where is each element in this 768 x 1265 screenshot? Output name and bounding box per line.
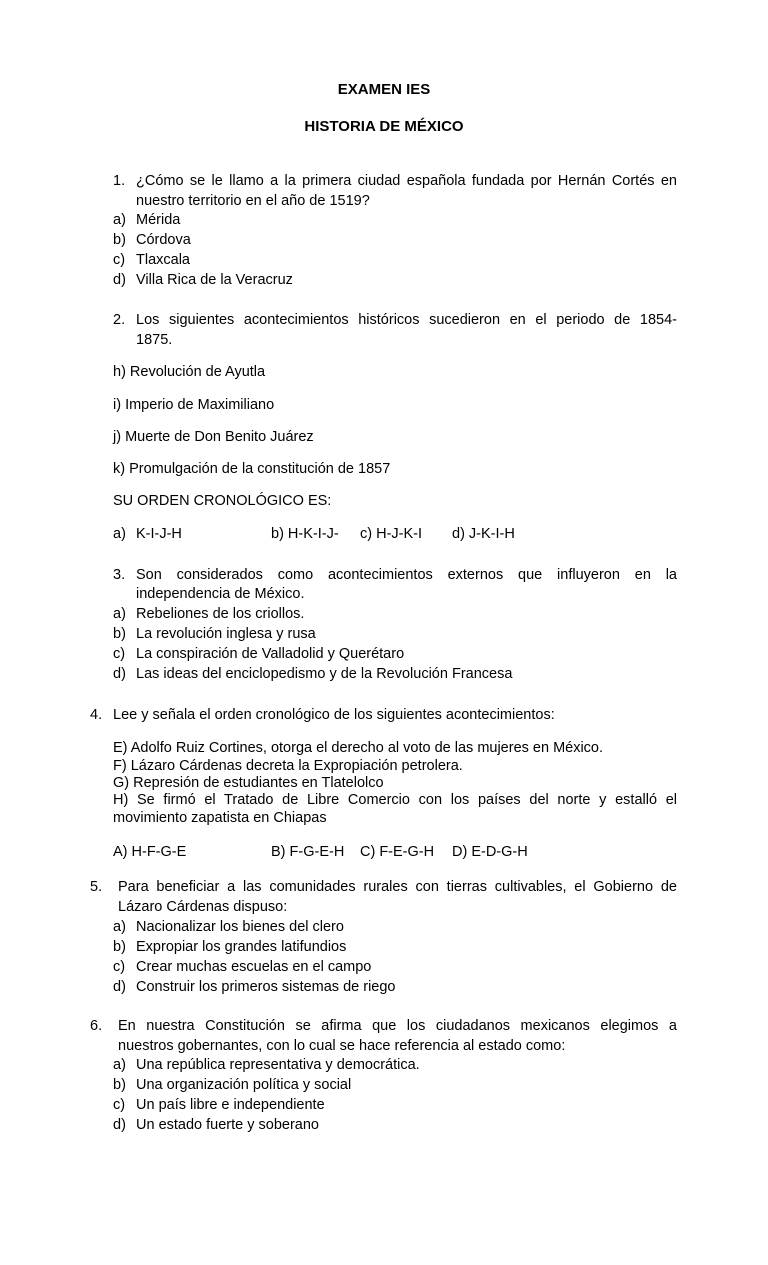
option-text: Villa Rica de la Veracruz (136, 272, 293, 288)
answer-option-a: A) H-F-G-E (113, 844, 187, 860)
exam-subtitle: HISTORIA DE MÉXICO (304, 118, 464, 135)
option-letter: b) (113, 939, 126, 955)
option-text: La revolución inglesa y rusa (136, 626, 316, 642)
question-text: Lee y señala el orden cronológico de los siguientes acontecimientos: (113, 707, 555, 723)
option-text: Mérida (136, 212, 181, 228)
answer-option-c: c) H-J-K-I (360, 526, 423, 542)
option-letter: d) (113, 979, 126, 995)
question-text: Para beneficiar a las comunidades rurales con tierras cultivables, el Gobierno de (118, 879, 677, 895)
option-letter: a) (113, 606, 126, 622)
question-number: 5. (90, 879, 103, 895)
option-letter: a) (113, 212, 126, 228)
question-text: nuestros gobernantes, con lo cual se hace referencia al estado como: (118, 1038, 566, 1054)
question-text: En nuestra Constitución se afirma que los ciudadanos mexicanos elegimos a (118, 1018, 677, 1034)
question-text: ¿Cómo se le llamo a la primera ciudad española fundada por Hernán Cortés en (136, 173, 677, 189)
question-number: 1. (113, 173, 126, 189)
event-item: F) Lázaro Cárdenas decreta la Expropiación petrolera. (113, 758, 463, 774)
option-letter: a) (113, 919, 126, 935)
question-text: Lázaro Cárdenas dispuso: (118, 899, 288, 915)
option-text: Nacionalizar los bienes del clero (136, 919, 344, 935)
option-text: Tlaxcala (136, 252, 190, 268)
option-letter: d) (113, 666, 126, 682)
question-text: Son considerados como acontecimientos externos que influyeron en la (136, 567, 677, 583)
option-letter: d) (113, 1117, 126, 1133)
option-text: Un país libre e independiente (136, 1097, 325, 1113)
event-item: H) Se firmó el Tratado de Libre Comercio con los países del norte y estalló el (113, 792, 677, 808)
answer-option-a: K-I-J-H (136, 526, 182, 542)
exam-title: EXAMEN IES (337, 81, 431, 98)
question-number: 6. (90, 1018, 103, 1034)
event-item: k) Promulgación de la constitución de 1857 (113, 461, 391, 477)
option-letter: a) (113, 1057, 126, 1073)
option-text: Un estado fuerte y soberano (136, 1117, 319, 1133)
question-text: nuestro territorio en el año de 1519? (136, 193, 370, 209)
option-letter: b) (113, 1077, 126, 1093)
option-letter: d) (113, 272, 126, 288)
option-letter: c) (113, 1097, 126, 1113)
question-text: Los siguientes acontecimientos históricos sucedieron en el periodo de 1854- (136, 312, 677, 328)
answer-option-d: D) E-D-G-H (452, 844, 528, 860)
option-text: Una república representativa y democrática. (136, 1057, 420, 1073)
question-number: 4. (90, 707, 103, 723)
event-item: j) Muerte de Don Benito Juárez (113, 429, 314, 445)
question-text: 1875. (136, 332, 173, 348)
answer-letter: a) (113, 526, 126, 542)
option-text: Las ideas del enciclopedismo y de la Revolución Francesa (136, 666, 513, 682)
event-item: G) Represión de estudiantes en Tlatelolco (113, 775, 384, 791)
answer-option-b: b) H-K-I-J- (271, 526, 339, 542)
option-text: Expropiar los grandes latifundios (136, 939, 347, 955)
answer-option-b: B) F-G-E-H (271, 844, 345, 860)
question-text: independencia de México. (136, 586, 305, 602)
event-item: i) Imperio de Maximiliano (113, 397, 275, 413)
event-item: h) Revolución de Ayutla (113, 364, 266, 380)
option-letter: b) (113, 626, 126, 642)
option-letter: b) (113, 232, 126, 248)
event-item: movimiento zapatista en Chiapas (113, 810, 327, 826)
option-letter: c) (113, 959, 126, 975)
option-letter: c) (113, 646, 126, 662)
option-text: Construir los primeros sistemas de riego (136, 979, 396, 995)
option-text: Córdova (136, 232, 191, 248)
question-number: 3. (113, 567, 126, 583)
option-text: Rebeliones de los criollos. (136, 606, 305, 622)
event-item: E) Adolfo Ruiz Cortines, otorga el derecho al voto de las mujeres en México. (113, 740, 604, 756)
option-text: Crear muchas escuelas en el campo (136, 959, 372, 975)
answer-option-d: d) J-K-I-H (452, 526, 515, 542)
order-label: SU ORDEN CRONOLÓGICO ES: (113, 493, 332, 509)
option-letter: c) (113, 252, 126, 268)
question-number: 2. (113, 312, 126, 328)
option-text: Una organización política y social (136, 1077, 352, 1093)
answer-option-c: C) F-E-G-H (360, 844, 435, 860)
option-text: La conspiración de Valladolid y Querétaro (136, 646, 405, 662)
